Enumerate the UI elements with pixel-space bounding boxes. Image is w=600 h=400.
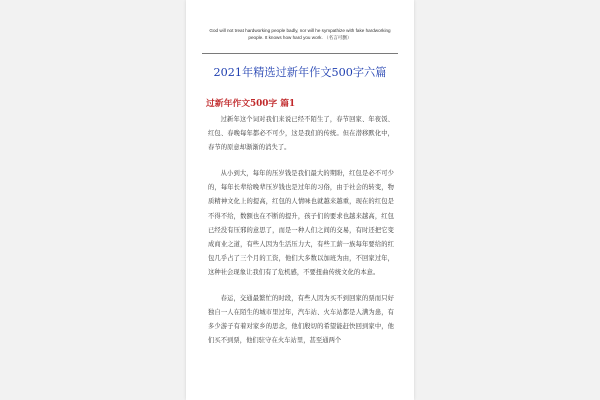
body-text [208,113,394,360]
header-divider [202,53,398,54]
header-quote: God will not treat hardworking people badly, nor will he sympathize with fake hardworking people. It knows how hard you work. （名言可删） [209,28,391,40]
paragraph-3: 春运，交通最繁忙的时段，有些人因为买不到回家的票而只好独自一人在陌生的城市里过年，汽车站、火车站都是人满为患，有多少游子有着对家乡的思念，他们殷切的希望能赶快回到家中，他们买不到票，他们驻守在火车站里，甚至通两个 [208,295,394,345]
paragraph-1: 过新年这个词对我们来说已经不陌生了，春节回家、年夜饭、红包、春晚每年都必不可少，这是我们的传统。但在潜移默化中，春节的原意却渐渐的消失了。 [208,116,394,152]
section-heading: 过新年作文500字 篇1 [206,99,296,109]
paragraph-2: 从小到大，每年的压岁钱是我们最大的期盼，红包是必不可少的，每年长辈给晚辈压岁钱也是过年的习俗，由于社会的转变，物质精神文化上的提高，红包的人情味也就越来越重，现在的红包是不得不给，数额也在不断的提升，孩子们的要求也越来越高，红包已经没有压邪的意思了，而是一种人们之间的交易，有时还把它变成商业之道，有些人因为生活压力大，有些工薪一族每年要给的红包几乎占了三个月的工资，他们大多数以加班为由，不回家过年，这种社会现象让我们有了危机感，不要扭曲传统文化的本意。 [208,170,394,276]
document-title: 2021年精选过新年作文500字六篇 [213,66,387,79]
document-page [186,0,414,400]
